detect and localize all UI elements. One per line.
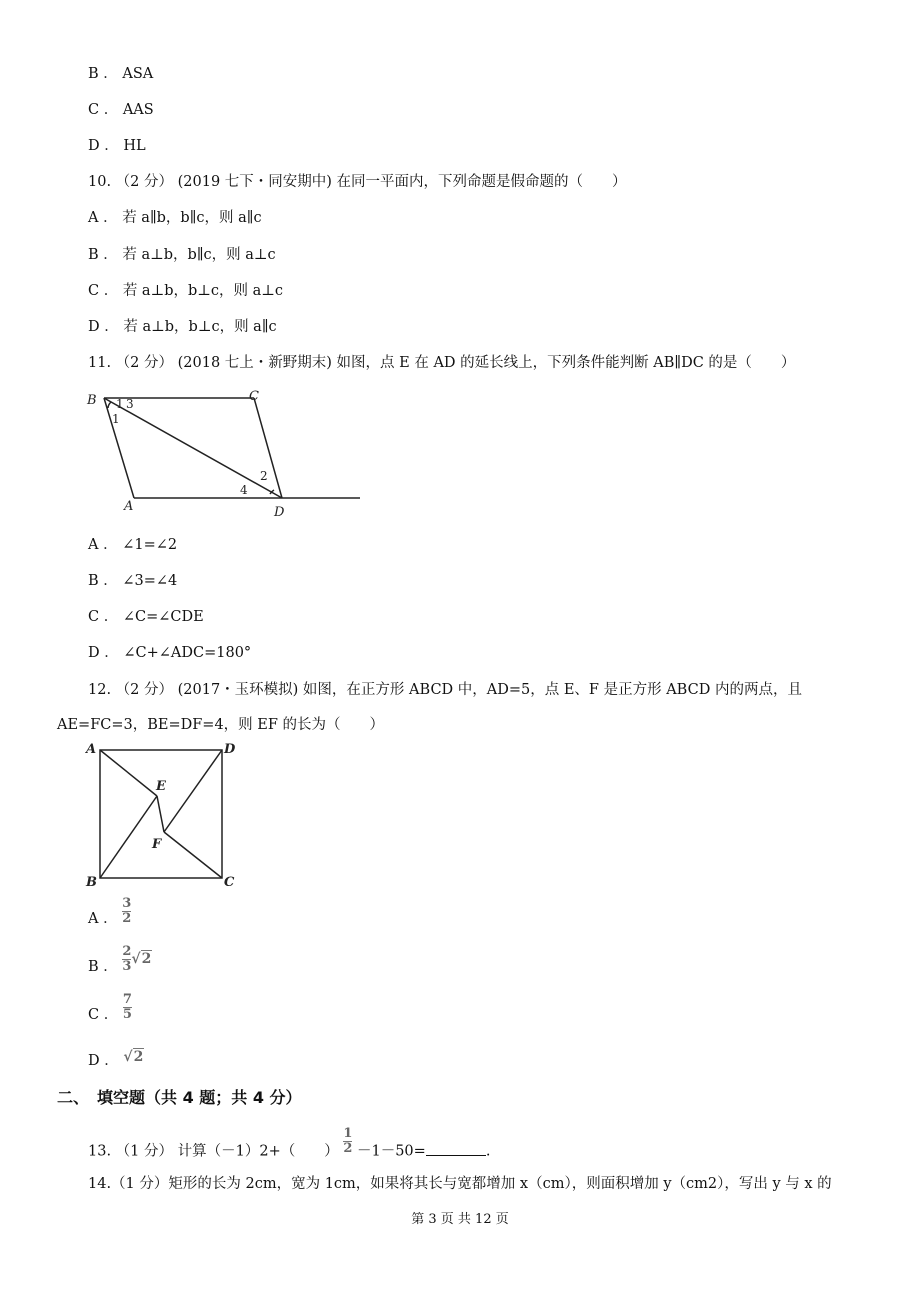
q11-option-a: A ． ∠1=∠2 bbox=[88, 537, 178, 553]
segment-cf bbox=[164, 832, 222, 878]
label-c: C bbox=[224, 875, 235, 890]
q11-stem: 11. （2 分） (2018 七上・新野期末) 如图，点 E 在 AD 的延长线上，下列条件能判断 AB∥DC 的是（ ） bbox=[88, 355, 796, 371]
label-e: E bbox=[156, 779, 166, 794]
q12-option-a: A ． $\frac{3}{2}$ bbox=[88, 895, 132, 927]
label-f: F bbox=[152, 837, 162, 852]
radicand: 2 bbox=[141, 951, 152, 967]
fraction-numerator: 7 bbox=[122, 991, 132, 1007]
q13-suffix: －1－50= bbox=[356, 1143, 426, 1160]
q13-end: . bbox=[485, 1143, 491, 1160]
label-angle-1-small: 1 bbox=[116, 397, 124, 411]
label-angle-1: 1 bbox=[112, 412, 120, 426]
option-letter: B bbox=[88, 573, 99, 589]
fraction-denominator: 2 bbox=[122, 910, 132, 926]
q10-option-c: C ． 若 a⊥b，b⊥c，则 a⊥c bbox=[88, 283, 284, 299]
q12-option-b: B ． $\frac{2}{3}√2$ bbox=[88, 943, 152, 975]
q10-stem: 10. （2 分） (2019 七下・同安期中) 在同一平面内，下列命题是假命题的（ ） bbox=[88, 174, 627, 190]
label-angle-2: 2 bbox=[260, 469, 268, 483]
label-d: D bbox=[224, 742, 236, 757]
radicand: 2 bbox=[133, 1049, 144, 1065]
segment-ef bbox=[157, 796, 164, 832]
segment-be bbox=[100, 796, 157, 878]
q12-option-d: D ． √2 bbox=[88, 1049, 144, 1069]
option-text: ASA bbox=[122, 66, 154, 82]
answer-blank[interactable] bbox=[426, 1141, 486, 1156]
option-letter: D bbox=[88, 138, 100, 154]
option-letter: B bbox=[88, 247, 99, 263]
label-a: A bbox=[86, 742, 97, 757]
option-letter: D bbox=[88, 319, 100, 335]
q10-option-d: D ． 若 a⊥b，b⊥c，则 a∥c bbox=[88, 319, 277, 335]
page-footer: 第 3 页 共 12 页 bbox=[411, 1212, 509, 1227]
q11-option-c: C ． ∠C=∠CDE bbox=[88, 609, 204, 625]
angle-arc-1 bbox=[108, 402, 111, 408]
label-b: B bbox=[86, 875, 97, 890]
q12-option-c: C ． $\frac{7}{5}$ bbox=[88, 991, 132, 1023]
q12-square-figure bbox=[82, 740, 242, 890]
option-text: 若 a⊥b，b⊥c，则 a∥c bbox=[123, 319, 277, 335]
label-angle-3: 3 bbox=[126, 397, 134, 411]
q9-option-b: B ． ASA bbox=[88, 66, 154, 82]
option-text: HL bbox=[123, 138, 146, 154]
option-text: 若 a⊥b，b∥c，则 a⊥c bbox=[122, 247, 276, 263]
q11-parallelogram-figure bbox=[84, 386, 364, 518]
square-root: √2 bbox=[123, 1049, 144, 1065]
q10-option-b: B ． 若 a⊥b，b∥c，则 a⊥c bbox=[88, 247, 276, 263]
fraction-numerator: 2 bbox=[122, 943, 132, 959]
q12-stem-line1: 12. （2 分） (2017・玉环模拟) 如图，在正方形 ABCD 中，AD=5，点 E、F 是正方形 ABCD 内的两点，且 bbox=[88, 682, 802, 698]
fraction-denominator: 2 bbox=[343, 1141, 353, 1156]
label-c: C bbox=[249, 389, 259, 404]
option-letter: C bbox=[88, 102, 100, 118]
option-letter: B bbox=[88, 66, 99, 82]
fraction-denominator: 5 bbox=[122, 1006, 132, 1022]
fraction-denominator: 3 bbox=[122, 958, 132, 974]
q13-stem bbox=[88, 1126, 491, 1165]
square-root: √2 bbox=[131, 951, 152, 967]
label-b: B bbox=[87, 393, 97, 408]
section-heading: 二、 填空题（共 4 题；共 4 分） bbox=[57, 1088, 302, 1107]
option-letter: D bbox=[88, 1053, 100, 1069]
option-text: 若 a∥b，b∥c，则 a∥c bbox=[122, 210, 262, 226]
option-letter: C bbox=[88, 609, 100, 625]
segment-cd bbox=[254, 398, 282, 498]
option-text: AAS bbox=[122, 102, 154, 118]
q9-option-d: D ． HL bbox=[88, 138, 146, 154]
fraction bbox=[343, 1128, 352, 1155]
option-letter: A bbox=[88, 537, 99, 553]
fraction bbox=[122, 991, 132, 1022]
q13-prefix: 13. （1 分） 计算（－1）2+（ ） bbox=[88, 1143, 339, 1160]
label-a: A bbox=[124, 499, 134, 514]
q11-option-b: B ． ∠3=∠4 bbox=[88, 573, 178, 589]
fraction-numerator: 1 bbox=[343, 1126, 353, 1141]
option-letter: C bbox=[88, 1007, 100, 1023]
segment-ae bbox=[100, 750, 157, 796]
option-letter: D bbox=[88, 645, 100, 661]
fraction bbox=[122, 895, 132, 926]
option-letter: A bbox=[88, 911, 99, 927]
option-text: ∠C=∠CDE bbox=[122, 609, 204, 625]
option-text: ∠1=∠2 bbox=[122, 537, 178, 553]
q12-stem-line2: AE=FC=3，BE=DF=4，则 EF 的长为（ ） bbox=[57, 717, 385, 733]
option-letter: B bbox=[88, 959, 99, 975]
option-text: ∠C+∠ADC=180° bbox=[123, 645, 252, 661]
segment-df bbox=[164, 750, 222, 832]
label-angle-4: 4 bbox=[240, 483, 248, 497]
segment-bd bbox=[104, 398, 282, 498]
q11-option-d: D ． ∠C+∠ADC=180° bbox=[88, 645, 252, 661]
q9-option-c: C ． AAS bbox=[88, 102, 154, 118]
option-text: ∠3=∠4 bbox=[122, 573, 178, 589]
option-letter: C bbox=[88, 283, 100, 299]
option-text: 若 a⊥b，b⊥c，则 a⊥c bbox=[122, 283, 284, 299]
q14-stem: 14.（1 分）矩形的长为 2cm，宽为 1cm，如果将其长与宽都增加 x（cm），则面积增加 y（cm2），写出 y 与 x 的 bbox=[88, 1176, 832, 1192]
option-letter: A bbox=[88, 210, 99, 226]
label-d: D bbox=[274, 505, 285, 518]
fraction-numerator: 3 bbox=[122, 895, 132, 911]
q10-option-a: A ． 若 a∥b，b∥c，则 a∥c bbox=[88, 210, 262, 226]
